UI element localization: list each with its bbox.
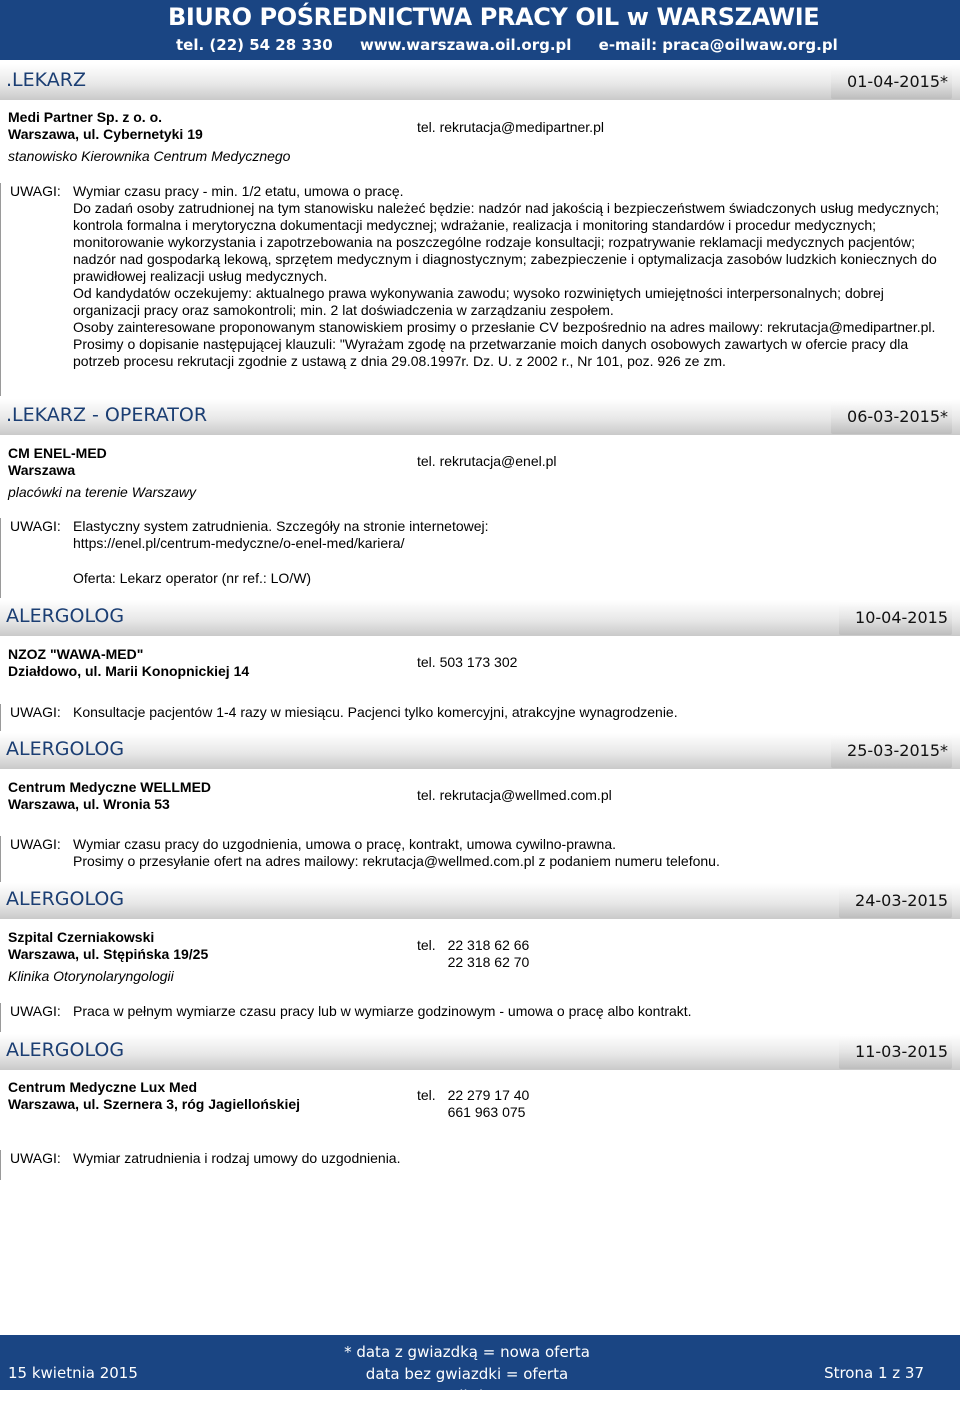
offer-date: 25-03-2015* bbox=[831, 734, 952, 768]
employer-contact[interactable]: tel. rekrutacja@enel.pl bbox=[417, 453, 557, 469]
employer-position: Klinika Otorynolaryngologii bbox=[8, 968, 174, 984]
phone-number[interactable]: 22 318 62 66 bbox=[447, 937, 530, 953]
employer-block bbox=[8, 1079, 300, 1113]
header-band bbox=[0, 0, 960, 60]
note-line: Od kandydatów oczekujemy: aktualnego prawa wykonywania zawodu; wysoko rozwiniętych umiejętności interpersonalnych; dobrej organizacji pracy oraz samokontroli; min. 2 lat doświadczenia w zarządzaniu zespołem. bbox=[73, 285, 884, 318]
uwagi-label: UWAGI: bbox=[10, 836, 61, 852]
phone-number[interactable]: 661 963 075 bbox=[447, 1104, 526, 1120]
uwagi-label: UWAGI: bbox=[10, 1150, 61, 1166]
office-phone: tel. (22) 54 28 330 bbox=[176, 36, 333, 54]
employer-contact bbox=[417, 1087, 529, 1121]
offer-title-bar bbox=[0, 1034, 960, 1070]
section-left-rule bbox=[0, 704, 1, 731]
section-left-rule bbox=[0, 1150, 1, 1180]
offer-title: ALERGOLOG bbox=[6, 605, 125, 627]
offer-title: .LEKARZ bbox=[6, 69, 86, 91]
footer-band bbox=[0, 1335, 960, 1405]
employer-name: Centrum Medyczne Lux Med bbox=[8, 1079, 198, 1095]
offer-notes bbox=[10, 518, 945, 552]
offer-notes bbox=[10, 836, 945, 870]
employer-position: placówki na terenie Warszawy bbox=[8, 484, 197, 500]
note-line: Praca w pełnym wymiarze czasu pracy lub w wymiarze godzinowym - umowa o pracę albo kontrakt. bbox=[73, 1003, 692, 1019]
page-number: Strona 1 z 37 bbox=[824, 1364, 924, 1382]
section-left-rule bbox=[0, 518, 1, 598]
offer-date: 11-03-2015 bbox=[839, 1035, 952, 1069]
legend-new-offer: * data z gwiazdką = nowa oferta bbox=[344, 1343, 590, 1361]
phone-number[interactable]: 22 279 17 40 bbox=[447, 1087, 530, 1103]
uwagi-label: UWAGI: bbox=[10, 704, 61, 720]
note-line: Do zadań osoby zatrudnionej na tym stanowisku należeć będzie: nadzór nad jakością i bezpieczeństwem świadczonych usług medycznych; kontrola formalna i merytoryczna dokumentacji medycznej; wdrażanie, realizacja i monitoring standardów i procedur medycznych; monitorowanie wykorzystania i zapotrzebowania na poszczególne rodzaje konsultacji; rozpatrywanie reklamacji medycznych pacjentów; nadzór nad gospodarką lekową, sprzętem medycznym i diagnostycznym; zabezpieczenie i optymalizacja zasobów ludzkich koniecznych do prawidłowej realizacji usług medycznych. bbox=[73, 200, 940, 284]
offer-reference bbox=[10, 570, 945, 587]
tel-prefix: tel. bbox=[417, 1087, 436, 1103]
office-email[interactable]: e-mail: praca@oilwaw.org.pl bbox=[598, 36, 838, 54]
employer-contact[interactable]: tel. 503 173 302 bbox=[417, 654, 518, 670]
offer-title-bar bbox=[0, 883, 960, 919]
offer-title: .LEKARZ - OPERATOR bbox=[6, 404, 208, 426]
note-line: Wymiar czasu pracy do uzgodnienia, umowa o pracę, kontrakt, umowa cywilno-prawna. bbox=[73, 836, 617, 852]
office-title: BIURO POŚREDNICTWA PRACY OIL w WARSZAWIE bbox=[168, 3, 820, 31]
employer-name: Centrum Medyczne WELLMED bbox=[8, 779, 212, 795]
offer-title: ALERGOLOG bbox=[6, 1039, 125, 1061]
footer-date: 15 kwietnia 2015 bbox=[8, 1364, 138, 1382]
employer-contact bbox=[417, 937, 529, 971]
employer-address: Warszawa, ul. Wronia 53 bbox=[8, 796, 170, 812]
note-line: Prosimy o przesyłanie ofert na adres mailowy: rekrutacja@wellmed.com.pl z podaniem numeru telefonu. bbox=[73, 853, 720, 869]
uwagi-label: UWAGI: bbox=[10, 518, 61, 534]
employer-contact[interactable]: tel. rekrutacja@wellmed.com.pl bbox=[417, 787, 612, 803]
note-line: Prosimy o dopisanie następującej klauzuli: "Wyrażam zgodę na przetwarzanie moich danych osobowych zawartych w ofercie pracy dla potrzeb procesu rekrutacji zgodnie z ustawą z dnia 29.08.1997r. Dz. U. z 2002 r., Nr 101, poz. 926 ze zm. bbox=[73, 336, 909, 369]
tel-prefix: tel. bbox=[417, 937, 436, 953]
footer-legend bbox=[320, 1341, 614, 1407]
uwagi-label: UWAGI: bbox=[10, 1003, 61, 1019]
offer-date: 24-03-2015 bbox=[839, 884, 952, 918]
uwagi-label: UWAGI: bbox=[10, 183, 61, 199]
offer-notes bbox=[10, 704, 945, 721]
offer-notes bbox=[10, 1003, 945, 1020]
employer-block bbox=[8, 779, 211, 813]
offer-title: ALERGOLOG bbox=[6, 738, 125, 760]
offer-title-bar bbox=[0, 733, 960, 769]
employer-block bbox=[8, 445, 196, 501]
offer-date: 10-04-2015 bbox=[839, 601, 952, 635]
section-left-rule bbox=[0, 836, 1, 882]
offer-date: 01-04-2015* bbox=[831, 65, 952, 99]
offer-title-bar bbox=[0, 64, 960, 100]
employer-address: Warszawa, ul. Szernera 3, róg Jagiellońskiej bbox=[8, 1096, 301, 1112]
section-left-rule bbox=[0, 1003, 1, 1032]
employer-name: Medi Partner Sp. z o. o. bbox=[8, 109, 163, 125]
employer-block bbox=[8, 109, 290, 165]
note-line: Osoby zainteresowane proponowanym stanowiskiem prosimy o przesłanie CV bezpośrednio na adres mailowy: rekrutacja@medipartner.pl. bbox=[73, 319, 936, 335]
note-line: Elastyczny system zatrudnienia. Szczegóły na stronie internetowej: https://enel.pl/centrum-medyczne/o-enel-med/kariera/ bbox=[73, 518, 489, 551]
employer-address: Działdowo, ul. Marii Konopnickiej 14 bbox=[8, 663, 250, 679]
note-line: Wymiar zatrudnienia i rodzaj umowy do uzgodnienia. bbox=[73, 1150, 401, 1166]
employer-block bbox=[8, 929, 208, 985]
note-line: Wymiar czasu pracy - min. 1/2 etatu, umowa o pracę. bbox=[73, 183, 404, 199]
note-line: Konsultacje pacjentów 1-4 razy w miesiącu. Pacjenci tylko komercyjni, atrakcyjne wynagrodzenie. bbox=[73, 704, 678, 720]
legend-extended-offer: data bez gwiazdki = oferta przedłużona bbox=[365, 1365, 569, 1405]
offer-line: Oferta: Lekarz operator (nr ref.: LO/W) bbox=[73, 570, 312, 586]
phone-number[interactable]: 22 318 62 70 bbox=[447, 954, 530, 970]
offer-notes bbox=[10, 1150, 945, 1167]
offer-title-bar bbox=[0, 600, 960, 636]
employer-address: Warszawa bbox=[8, 462, 76, 478]
offer-title: ALERGOLOG bbox=[6, 888, 125, 910]
employer-name: NZOZ "WAWA-MED" bbox=[8, 646, 144, 662]
section-left-rule bbox=[0, 183, 1, 396]
employer-address: Warszawa, ul. Cybernetyki 19 bbox=[8, 126, 203, 142]
offer-title-bar bbox=[0, 399, 960, 435]
offer-notes bbox=[10, 183, 945, 370]
office-website[interactable]: www.warszawa.oil.org.pl bbox=[359, 36, 572, 54]
employer-block bbox=[8, 646, 249, 680]
employer-position: stanowisko Kierownika Centrum Medycznego bbox=[8, 148, 291, 164]
employer-contact[interactable]: tel. rekrutacja@medipartner.pl bbox=[417, 119, 604, 135]
offer-date: 06-03-2015* bbox=[831, 400, 952, 434]
employer-name: Szpital Czerniakowski bbox=[8, 929, 155, 945]
office-contact bbox=[176, 36, 860, 54]
employer-name: CM ENEL-MED bbox=[8, 445, 107, 461]
employer-address: Warszawa, ul. Stępińska 19/25 bbox=[8, 946, 209, 962]
